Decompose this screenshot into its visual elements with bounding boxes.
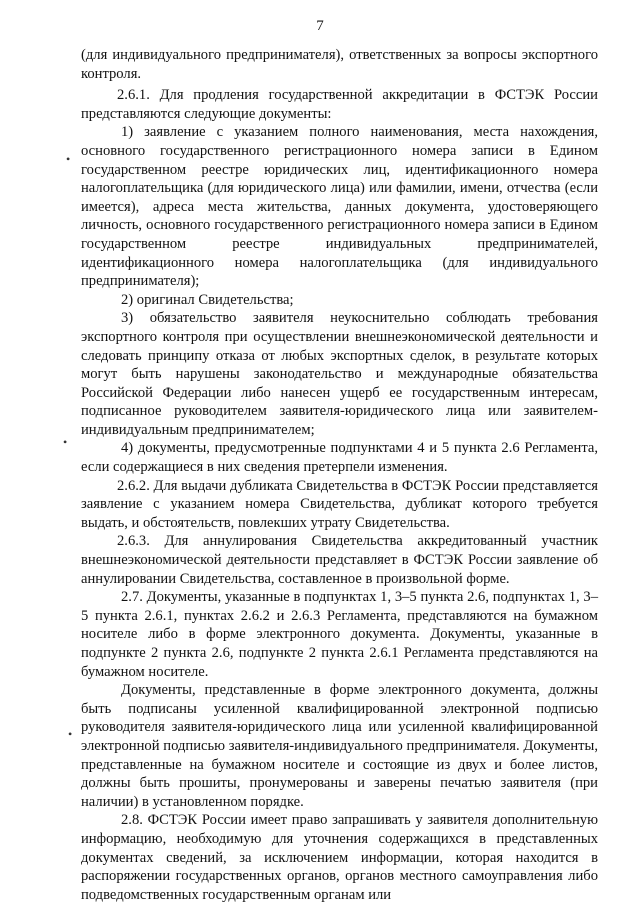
margin-mark: • [63, 435, 68, 449]
document-body [81, 46, 598, 904]
paragraph-electronic-documents: Документы, представленные в форме электронного документа, должны быть подписаны усиленной квалифицированной электронной подписью руководителя заявителя-юридического лица или усиленной квалифицированной электронной подписью заявителя-индивидуального предпринимателя. Документы, представленные на бумажном носителе и состоящие из двух и более листов, должны быть прошиты, пронумерованы и заверены печатью заявителя (при наличии) в установленном порядке. [81, 682, 598, 810]
list-item-4: 4) документы, предусмотренные подпунктами 4 и 5 пункта 2.6 Регламента, если содержащиеся в них сведения претерпели изменения. [81, 440, 598, 476]
page-number: 7 [316, 18, 324, 34]
margin-mark: • [66, 152, 71, 166]
margin-mark: • [68, 727, 73, 741]
paragraph-2-6-3: 2.6.3. Для аннулирования Свидетельства аккредитованный участник внешнеэкономической деятельности представляет в ФСТЭК России заявление об аннулировании Свидетельства, составленное в произвольной форме. [81, 533, 598, 587]
list-item-3: 3) обязательство заявителя неукоснительно соблюдать требования экспортного контроля при осуществлении внешнеэкономической деятельности и следовать принципу отказа от любых экспортных сделок, в результате которых могут быть нарушены законодательство и международные обязательства Российской Федерации либо нанесен ущерб ее государственным интересам, подписанное руководителем заявителя-юридического лица или заявителем-индивидуальным предпринимателем; [81, 310, 598, 438]
paragraph-2-8: 2.8. ФСТЭК России имеет право запрашивать у заявителя дополнительную информацию, необходимую для уточнения содержащихся в представленных документах сведений, за исключением информации, которая находится в распоряжении государственных органов, органов местного самоуправления либо подведомственных государственным органам или [81, 812, 598, 903]
paragraph-2-7: 2.7. Документы, указанные в подпунктах 1, 3–5 пункта 2.6, подпунктах 1, 3–5 пункта 2.6.1, пунктах 2.6.2 и 2.6.3 Регламента, представляются на бумажном носителе либо в форме электронного документа. Документы, указанные в подпункте 2 пункта 2.6, подпункте 2 пункта 2.6.1 Регламента представляются на бумажном носителе. [81, 589, 598, 680]
list-item-2: 2) оригинал Свидетельства; [121, 291, 294, 308]
paragraph-2-6-2: 2.6.2. Для выдачи дубликата Свидетельства в ФСТЭК России представляется заявление с указанием номера Свидетельства, дубликат которого требуется выдать, и обстоятельств, повлекших утрату Свидетельства. [81, 477, 598, 531]
paragraph-2-6-1: 2.6.1. Для продления государственной аккредитации в ФСТЭК России представляются следующие документы: [81, 87, 598, 122]
list-item-1: 1) заявление с указанием полного наименования, места нахождения, основного государственного регистрационного номера записи в Едином государственном реестре юридических лиц, идентификационного номера налогоплательщика (для юридического лица) или фамилии, имени, отчества (если имеется), адреса места жительства, данных документа, удостоверяющего личность, основного государственного регистрационного номера записи в Едином государственном реестре индивидуальных предпринимателей, идентификационного номера налогоплательщика (для индивидуального предпринимателя); [81, 124, 598, 290]
paragraph-continuation: (для индивидуального предпринимателя), ответственных за вопросы экспортного контроля. [81, 47, 598, 82]
